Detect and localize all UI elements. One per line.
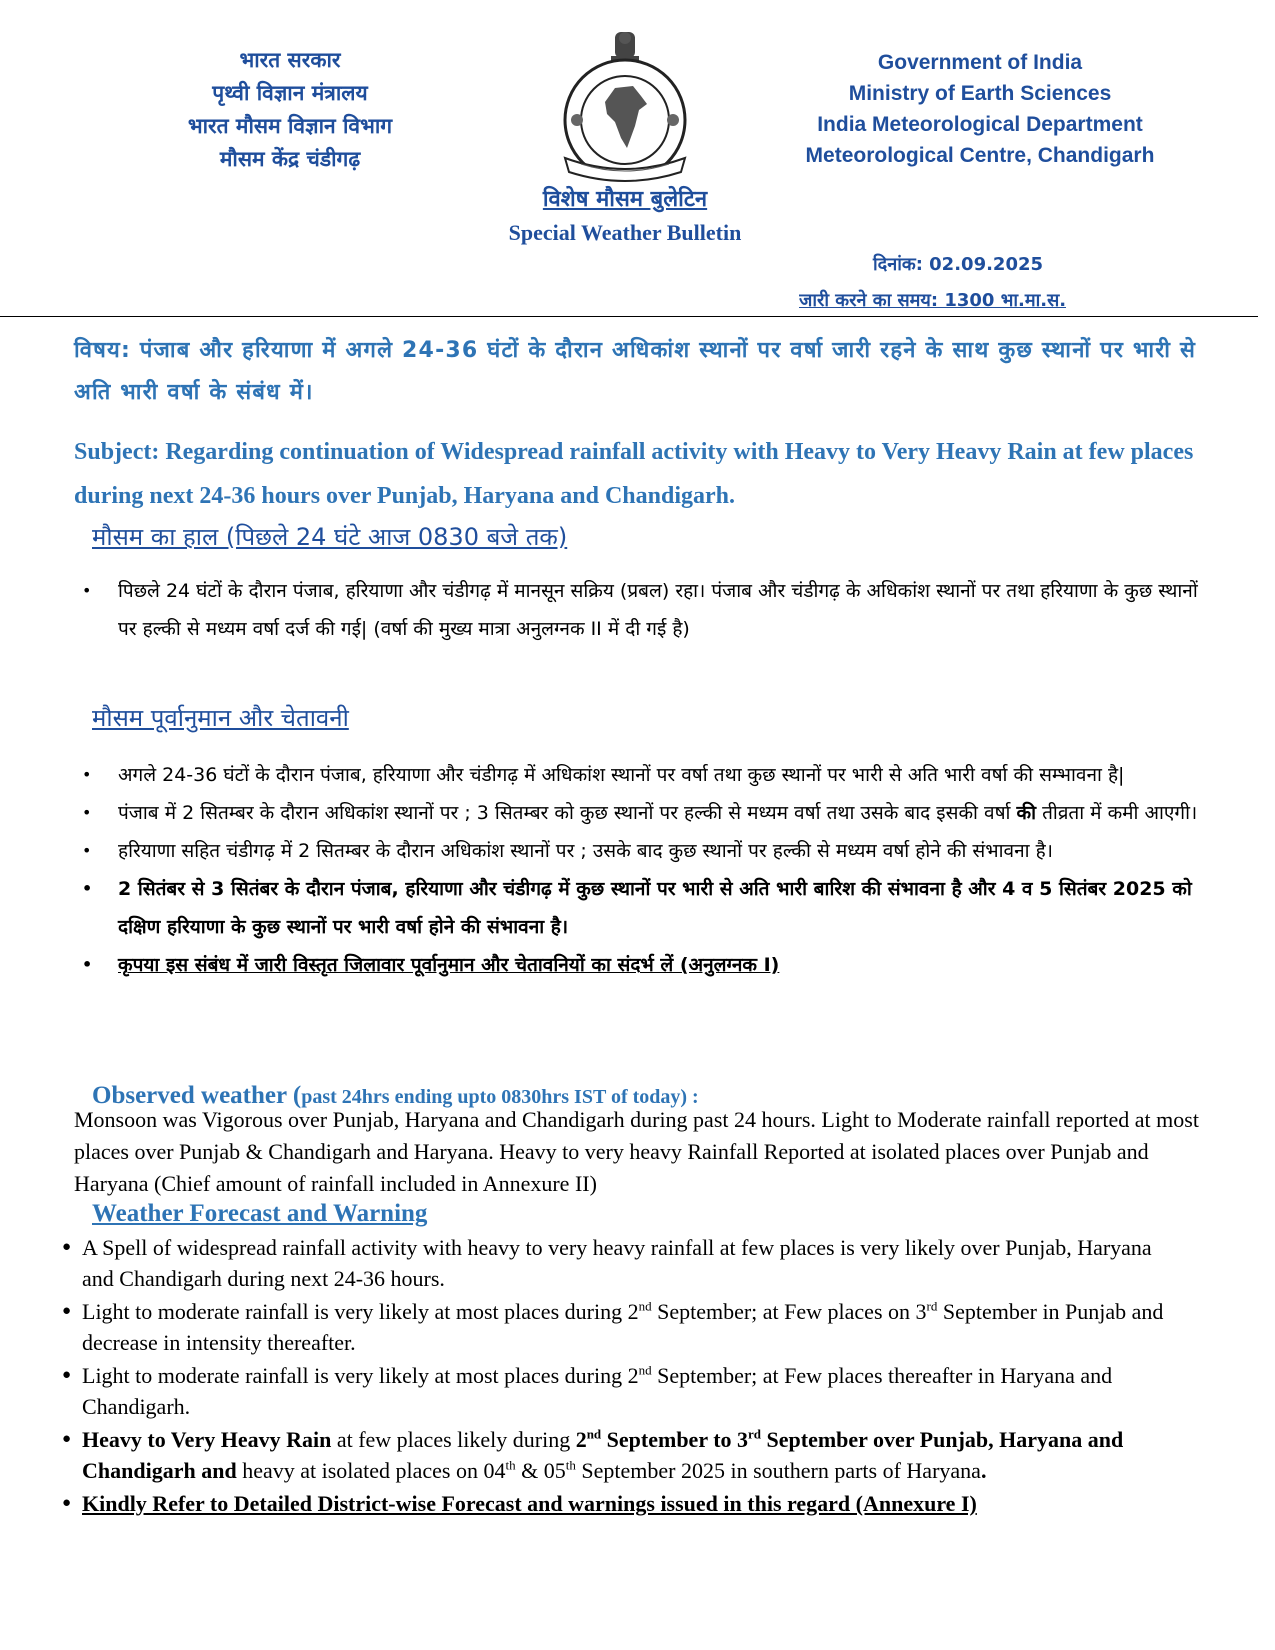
bold: 2 — [575, 1427, 587, 1452]
list-item-text: पंजाब में 2 सितम्बर के दौरान अधिकांश स्थानों पर ; 3 सितम्बर को कुछ स्थानों पर हल्की से मध्यम वर्षा तथा उसके बाद इसकी वर्षा — [118, 802, 1017, 824]
list-item: ● A Spell of widespread rainfall activity with heavy to very heavy rainfall at few places is very likely over Punjab, Haryana and Chandigarh during next 24-36 hours. — [62, 1232, 1182, 1294]
header-hindi-line: मौसम केंद्र चंडीगढ़ — [219, 147, 361, 171]
text: at few places likely during — [331, 1427, 576, 1452]
observed-weather-english-paragraph: Monsoon was Vigorous over Punjab, Haryana and Chandigarh during past 24 hours. Light to Moderate rainfall reported at most places over Punjab & Chandigarh and Haryana. Heavy to very heavy Rainfall Reported at isolated places over Punjab and Haryana (Chief amount of rainfall included in Annexure II) — [74, 1107, 1199, 1196]
list-item — [62, 1296, 1182, 1358]
bold: September to 3 — [601, 1427, 749, 1452]
text: September; at Few places on 3 — [651, 1299, 927, 1324]
list-item-bold: की — [1016, 802, 1037, 824]
header-english-line: Meteorological Centre, Chandigarh — [805, 144, 1155, 167]
text: September; at Few places thereafter in Haryana and Chandigarh. — [82, 1363, 1113, 1419]
list-item: • हरियाणा सहित चंडीगढ़ में 2 सितम्बर के दौरान अधिकांश स्थानों पर ; उसके बाद कुछ स्थानों पर हल्की से मध्यम वर्षा होने की संभावना है। — [82, 832, 1232, 870]
header-hindi-line: भारत सरकार — [239, 48, 341, 72]
forecast-hindi-heading: मौसम पूर्वानुमान और चेतावनी — [92, 704, 349, 732]
list-item: • अगले 24-36 घंटों के दौरान पंजाब, हरियाणा और चंडीगढ़ में अधिकांश स्थानों पर वर्षा तथा कुछ स्थानों पर भारी से अति भारी वर्षा की सम्भावना है| — [82, 756, 1232, 794]
header-english-block — [760, 47, 1200, 171]
header-hindi-block — [120, 44, 460, 176]
forecast-english-heading: Weather Forecast and Warning — [92, 1200, 428, 1227]
observed-weather-hindi-heading: मौसम का हाल (पिछले 24 घंटे आज 0830 बजे तक) — [92, 523, 568, 551]
list-item: ● Kindly Refer to Detailed District-wise Forecast and warnings issued in this regard (Annexure I) — [62, 1488, 1182, 1519]
observed-weather-hindi-list — [82, 572, 1217, 648]
list-item: • 2 सितंबर से 3 सितंबर के दौरान पंजाब, हरियाणा और चंडीगढ़ में कुछ स्थानों पर भारी से अति भारी बारिश की संभावना है और 4 व 5 सितंबर 2025 को दक्षिण हरियाणा के कुछ स्थानों पर भारी वर्षा होने की संभावना है। — [82, 870, 1232, 946]
issue-time: जारी करने का समय: 1300 भा.मा.स. — [799, 290, 1067, 311]
sup: rd — [748, 1426, 762, 1442]
heading-sub: past 24hrs ending upto 0830hrs IST of today) : — [301, 1086, 699, 1108]
header-english-line: India Meteorological Department — [817, 113, 1143, 136]
header-hindi-line: पृथ्वी विज्ञान मंत्रालय — [212, 81, 368, 105]
sup: nd — [638, 1362, 652, 1378]
list-item — [62, 1360, 1182, 1422]
sup: nd — [638, 1298, 652, 1314]
bulletin-title-hindi: विशेष मौसम बुलेटिन — [542, 187, 708, 212]
text: heavy at isolated places on 04 — [236, 1458, 506, 1483]
header-hindi-line: भारत मौसम विज्ञान विभाग — [187, 114, 393, 138]
text: & 05 — [515, 1458, 566, 1483]
bulletin-title-english: Special Weather Bulletin — [508, 220, 742, 245]
text: September in Punjab and decrease in intensity thereafter. — [82, 1299, 1164, 1355]
header-english-line: Ministry of Earth Sciences — [848, 82, 1112, 105]
sup: th — [565, 1457, 576, 1473]
list-item: • कृपया इस संबंध में जारी विस्तृत जिलावार पूर्वानुमान और चेतावनियों का संदर्भ लें (अनुलग्नक I) — [82, 946, 1232, 984]
list-item: • पिछले 24 घंटों के दौरान पंजाब, हरियाणा और चंडीगढ़ में मानसून सक्रिय (प्रबल) रहा। पंजाब और चंडीगढ़ के अधिकांश स्थानों पर तथा हरियाणा के कुछ स्थानों पर हल्की से मध्यम वर्षा दर्ज की गई| (वर्षा की मुख्य मात्रा अनुलग्नक II में दी गई है) — [82, 572, 1217, 648]
subject-hindi: विषय: पंजाब और हरियाणा में अगले 24-36 घंटों के दौरान अधिकांश स्थानों पर वर्षा जारी रहने के साथ कुछ स्थानों पर भारी से अति भारी वर्षा के संबंध में। — [74, 338, 1197, 405]
issue-date: दिनांक: 02.09.2025 — [873, 254, 1044, 275]
list-item-text: तीव्रता में कमी आएगी। — [1036, 802, 1198, 824]
text: Light to moderate rainfall is very likely at most places during 2 — [82, 1299, 639, 1324]
forecast-english-list — [62, 1232, 1182, 1521]
subject-english: Subject: Regarding continuation of Widespread rainfall activity with Heavy to Very Heavy Rain at few places during next 24-36 hours over Punjab, Haryana and Chandigarh. — [74, 439, 1194, 509]
sup: th — [505, 1457, 516, 1473]
list-item — [82, 794, 1232, 832]
sup: rd — [926, 1298, 938, 1314]
imd-emblem-icon — [557, 30, 693, 186]
bold: September over Punjab, Haryana and Chandigarh and — [82, 1427, 1124, 1483]
header-english-line: Government of India — [877, 51, 1083, 74]
heading-main: Observed weather ( — [92, 1082, 302, 1109]
list-item — [62, 1424, 1182, 1486]
text: September 2025 in southern parts of Haryana — [575, 1458, 981, 1483]
forecast-hindi-list — [82, 756, 1232, 984]
text: Light to moderate rainfall is very likely at most places during 2 — [82, 1363, 639, 1388]
header-divider — [0, 316, 1258, 317]
sup: nd — [586, 1426, 602, 1442]
bold: Heavy to Very Heavy Rain — [82, 1427, 332, 1452]
bold: . — [980, 1458, 987, 1483]
